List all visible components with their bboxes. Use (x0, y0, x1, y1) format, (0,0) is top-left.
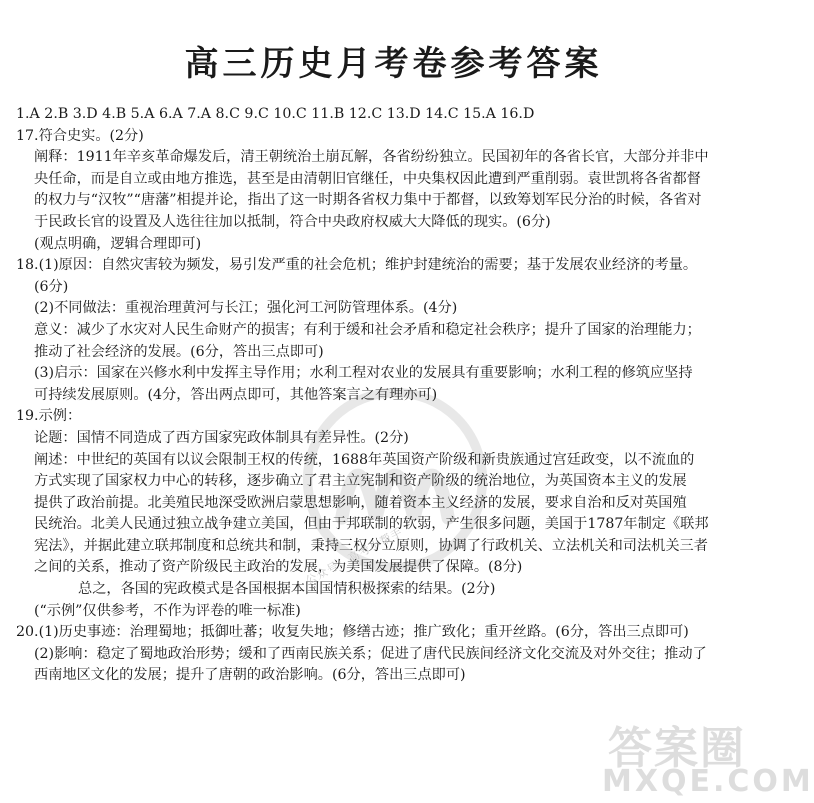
q18-line: 意义：减少了水灾对人民生命财产的损害；有利于缓和社会矛盾和稳定社会秩序；提升了国家的治理能力； (34, 321, 701, 338)
watermark-diagonal-text: 公众号：高考小帮手 (303, 525, 405, 588)
q18-line: 可持续发展原则。(4分，答出两点即可，其他答案言之有理亦可) (34, 386, 438, 403)
q18-line: 18.(1)原因：自然灾害较为频发，易引发严重的社会危机；维护封建统治的需要；基于发展农业经济的考量。 (16, 257, 698, 274)
q18-line: (2)不同做法：重视治理黄河与长江；强化河工河防管理体系。(4分) (34, 300, 458, 317)
q19-line: 方式实现了国家权力中心的转移，逐步确立了君主立宪制和资产阶级的统治地位，为英国资本主义的发展 (34, 473, 687, 490)
q19-line: 之间的关系，推动了资产阶级民主政治的发展，为美国发展提供了保障。(8分) (34, 559, 523, 576)
q18-line: 推动了社会经济的发展。(6分，答出三点即可) (34, 343, 324, 360)
q17-line: 阐释：1911年辛亥革命爆发后，清王朝统治土崩瓦解，各省纷纷独立。民国初年的各省长官，大部分并非中 (34, 149, 709, 166)
q18-line: (6分) (34, 278, 69, 295)
q17-line: (观点明确，逻辑合理即可) (34, 235, 202, 252)
q20-line: 西南地区文化的发展；提升了唐朝的政治影响。(6分，答出三点即可) (34, 667, 466, 684)
q19-line: 宪法》，并据此建立联邦制度和总统共和制，秉持三权分立原则，协调了行政机关、立法机关和司法机关三者 (34, 537, 708, 554)
answer-content (16, 104, 776, 687)
q20-line: (2)影响：稳定了蜀地政治形势；缓和了西南民族关系；促进了唐代民族间经济文化交流及对外交往；推动了 (34, 645, 707, 662)
watermark-logo-text: 答案圈 (608, 723, 746, 774)
q19-line: 提供了政治前提。北美殖民地深受欧洲启蒙思想影响，随着资本主义经济的发展，要求自治和反对英国殖 (34, 494, 687, 511)
q17-head: 17.符合史实。(2分) (16, 127, 144, 144)
q19-summary: 总之，各国的宪政模式是各国根据本国国情积极探索的结果。(2分) (78, 581, 496, 598)
q20-line: 20.(1)历史事迹：治理蜀地；抵御吐蕃；收复失地；修缮古迹；推广致化；重开丝路。(6分，答出三点即可) (16, 624, 689, 641)
q19-line: 民统治。北美人民通过独立战争建立美国，但由于邦联制的软弱，产生很多问题，美国于1787年制定《联邦 (34, 516, 709, 533)
q17-line: 的权力与“汉牧”“唐藩”相提并论，指出了这一时期各省权力集中于都督，以致筹划军民分治的时候，各省对 (34, 192, 702, 209)
choice-answers: 1.A 2.B 3.D 4.B 5.A 6.A 7.A 8.C 9.C 10.C 11.B 12.C 13.D 14.C 15.A 16.D (16, 106, 535, 122)
q19-line: 阐述：中世纪的英国有以议会限制王权的传统，1688年英国资产阶级和新贵族通过宫廷政变，以不流血的 (34, 451, 695, 468)
q17-line: 央任命，而是自立或由地方推选，甚至是由清朝旧官继任，中央集权因此遭到严重削弱。袁世凯将各省都督 (34, 170, 701, 187)
q18-line: (3)启示：国家在兴修水利中发挥主导作用；水利工程对农业的发展具有重要影响；水利工程的修筑应坚持 (34, 365, 693, 382)
q19-note: (“示例”仅供参考，不作为评卷的唯一标准) (34, 602, 301, 619)
q19-head: 19.示例： (16, 408, 82, 425)
watermark-logo-url: MXQE.COM (602, 764, 814, 799)
page-title: 高三历史月考卷参考答案 (184, 44, 603, 84)
q19-line: 论题：国情不同造成了西方国家宪政体制具有差异性。(2分) (34, 429, 409, 446)
q17-line: 于民政长官的设置及人选往往加以抵制，符合中央政府权威大大降低的现实。(6分) (34, 213, 551, 230)
watermark-logo (596, 712, 814, 799)
